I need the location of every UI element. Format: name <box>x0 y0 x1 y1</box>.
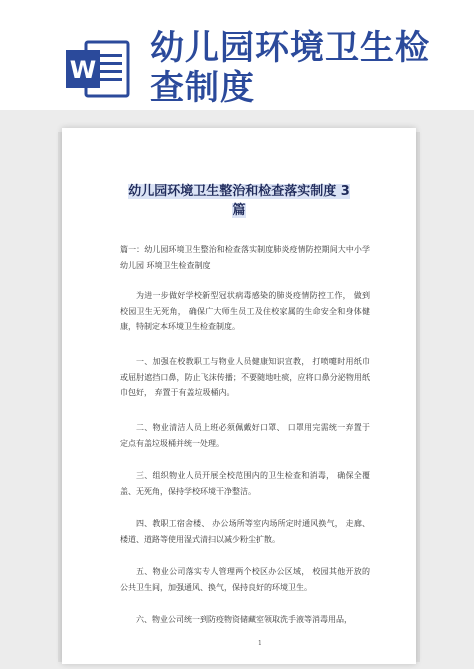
paragraph-purpose: 为进一步做好学校新型冠状病毒感染的肺炎疫情防控工作， 做到校园卫生无死角， 确保广大师生员工及住校家属的生命安全和身体健康，特制定本环境卫生检查制度。 <box>120 291 370 331</box>
banner-title <box>150 28 450 108</box>
document-title-line-2: 篇 <box>232 203 246 218</box>
paragraph-item-1: 一、加强在校教职工与物业人员健康知识宣教， 打喷嚏时用纸巾或屈肘遮挡口鼻，防止飞沫传播；不要随地吐痰，应将口鼻分泌物用纸巾包好， 弃置于有盖垃圾桶内。 <box>120 357 370 397</box>
paragraph-item-4: 四、教职工宿舍楼、 办公场所等室内场所定时通风换气， 走廊、楼道、道路等使用湿式清扫以减少粉尘扩散。 <box>120 519 370 544</box>
paragraph-item-3: 三、组织物业人员开展全校范围内的卫生检查和消毒， 确保全覆盖、无死角，保持学校环境干净整洁。 <box>120 471 370 496</box>
banner-title-line-1: 幼儿园环境卫生检 <box>150 28 430 68</box>
word-doc-icon <box>66 38 130 100</box>
document-title-line-1: 幼儿园环境卫生整治和检查落实制度 3 <box>128 184 350 199</box>
banner-title-line-2: 查制度 <box>150 68 255 108</box>
page-number: 1 <box>258 640 262 647</box>
svg-text:W: W <box>69 56 97 84</box>
document-title <box>128 182 350 220</box>
document-page[interactable] <box>62 128 416 664</box>
paragraph-intro: 篇一：幼儿园环境卫生整治和检查落实制度肺炎疫情防控期间大中小学幼儿园 环境卫生检查制度 <box>120 245 370 270</box>
paragraph-item-5: 五、物业公司落实专人管理两个校区办公区域， 校园其他开放的公共卫生间，加强通风、换气，保持良好的环境卫生。 <box>120 567 370 592</box>
header-banner <box>0 0 474 120</box>
paragraph-item-2: 二、物业清洁人员上班必须佩戴好口罩、 口罩用完需统一弃置于定点有盖垃圾桶并统一处理。 <box>120 423 370 448</box>
paragraph-item-6: 六、物业公司统一到防疫物资储藏室领取洗手液等消毒用品， <box>136 615 352 624</box>
